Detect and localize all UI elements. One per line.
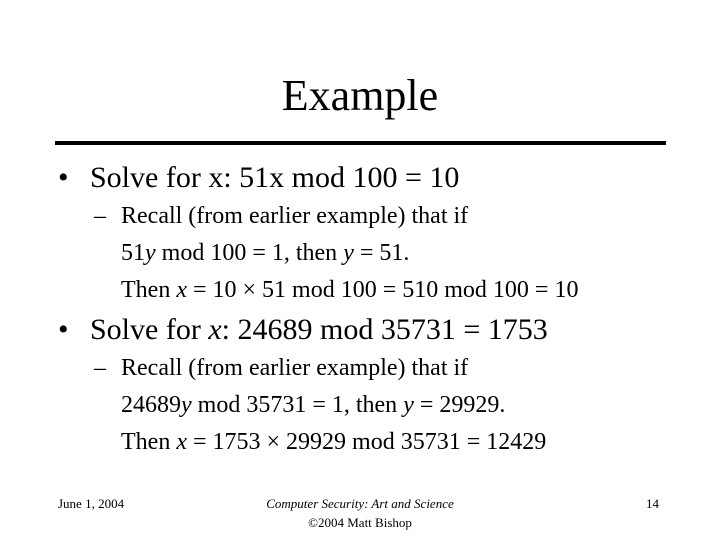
- math-variable: x: [208, 313, 222, 346]
- math-variable: y: [145, 240, 156, 266]
- text-run: = 1753 × 29929 mod 35731 = 12429: [186, 429, 547, 455]
- footer-course: [0, 494, 720, 532]
- page-number: 14: [646, 496, 659, 511]
- sub-text: Recall (from earlier example) that if: [121, 203, 469, 229]
- text-run: Then: [121, 429, 177, 455]
- sub-bullet-line: [94, 198, 578, 235]
- title-rule: [55, 141, 666, 145]
- sub-bullet-line: [94, 424, 546, 461]
- text-run: Then: [121, 277, 177, 303]
- math-variable: y: [343, 240, 354, 266]
- course-title: Computer Security: Art and Science: [266, 496, 454, 511]
- sub-bullet-line: [94, 387, 546, 424]
- dash-marker: –: [94, 203, 106, 229]
- sub-bullet-line: [94, 350, 546, 387]
- math-variable: y: [403, 392, 414, 418]
- text-run: = 10 × 51 mod 100 = 510 mod 100 = 10: [186, 277, 579, 303]
- sub-bullet-2: [94, 350, 546, 461]
- bullet-text: : 24689 mod 35731 = 1753: [221, 313, 548, 346]
- bullet-1: [58, 160, 459, 196]
- bullet-text: Solve for x: 51x mod 100 = 10: [90, 161, 460, 194]
- footer-date: June 1, 2004: [58, 496, 125, 511]
- sub-text: Recall (from earlier example) that if: [121, 355, 469, 381]
- text-run: mod 35731 = 1, then: [191, 392, 404, 418]
- slide-title: Example: [281, 71, 439, 120]
- text-run: mod 100 = 1, then: [155, 240, 344, 266]
- text-run: = 29929.: [413, 392, 506, 418]
- sub-bullet-1: [94, 198, 578, 309]
- math-variable: x: [176, 429, 187, 455]
- text-run: 51: [121, 240, 145, 266]
- bullet-text: Solve for: [90, 313, 209, 346]
- text-run: 24689: [121, 392, 181, 418]
- math-variable: y: [181, 392, 192, 418]
- text-run: = 51.: [353, 240, 410, 266]
- bullet-2: [58, 312, 548, 348]
- bullet-marker: •: [58, 161, 69, 194]
- sub-bullet-line: [94, 272, 578, 309]
- sub-bullet-line: [94, 235, 578, 272]
- copyright: ©2004 Matt Bishop: [308, 515, 412, 530]
- dash-marker: –: [94, 355, 106, 381]
- math-variable: x: [176, 277, 187, 303]
- bullet-marker: •: [58, 313, 69, 346]
